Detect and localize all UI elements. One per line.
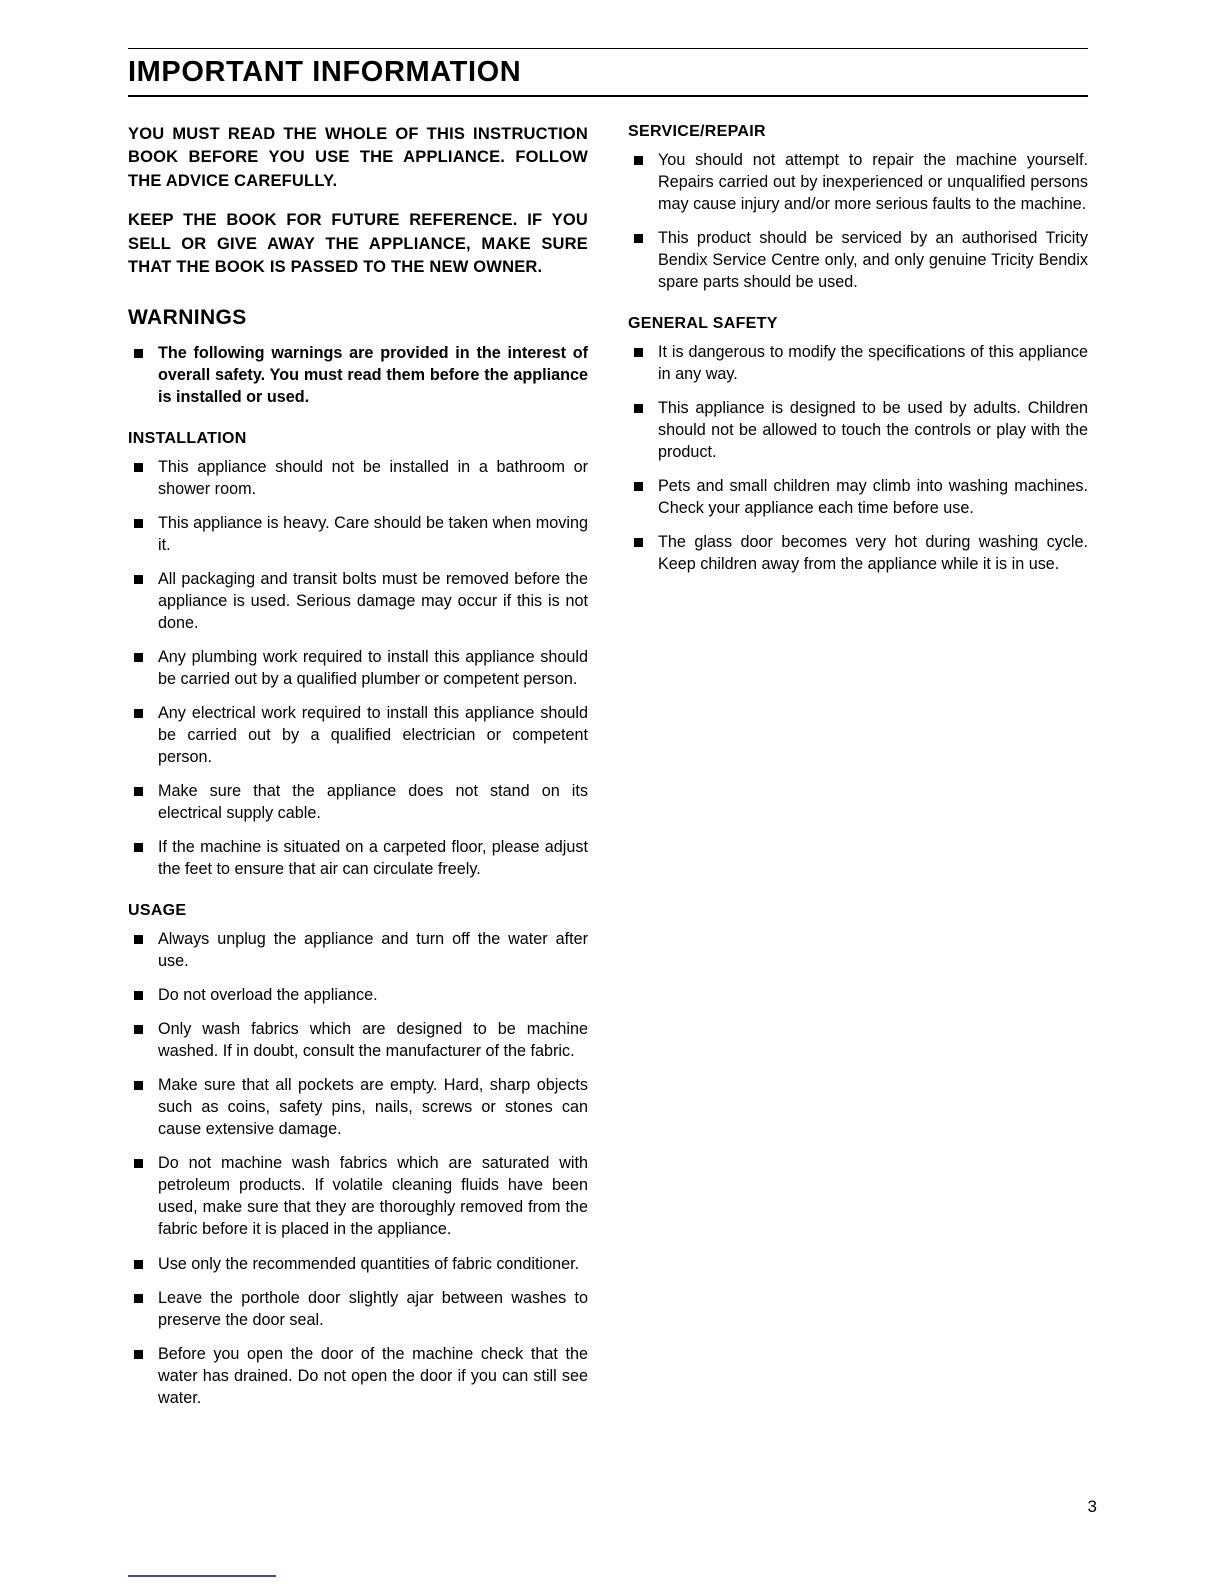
footer-rule [128, 1575, 276, 1577]
list-item-text: This appliance is heavy. Care should be taken when moving it. [158, 513, 588, 554]
square-bullet-icon [134, 1081, 143, 1090]
page-number: 3 [1087, 1497, 1097, 1516]
title-top-rule [128, 48, 1088, 49]
lead-paragraph-1: YOU MUST READ THE WHOLE OF THIS INSTRUCTION BOOK BEFORE YOU USE THE APPLIANCE. FOLLOW THE ADVICE CAREFULLY. [128, 125, 588, 190]
square-bullet-icon [134, 463, 143, 472]
list-item [128, 1287, 588, 1331]
list-item-text: This appliance is designed to be used by adults. Children should not be allowed to touch the controls or play with the product. [658, 399, 1088, 462]
list-item-text: All packaging and transit bolts must be removed before the appliance is used. Serious damage may occur if this is not done. [158, 569, 588, 632]
list-item [128, 1152, 588, 1240]
list-item-text: Always unplug the appliance and turn off the water after use. [158, 930, 588, 971]
list-item-text: This product should be serviced by an authorised Tricity Bendix Service Centre only, and only genuine Tricity Bendix spare parts should be used. [658, 229, 1088, 292]
list-item-text: This appliance should not be installed in a bathroom or shower room. [158, 457, 588, 498]
list-item [128, 928, 588, 972]
list-item [128, 702, 588, 768]
list-item-text: Before you open the door of the machine check that the water has drained. Do not open the door if you can still see water. [158, 1344, 588, 1407]
list-item-text: Make sure that all pockets are empty. Hard, sharp objects such as coins, safety pins, nails, screws or stones can cause extensive damage. [158, 1076, 588, 1139]
square-bullet-icon [634, 234, 643, 243]
list-item [128, 1018, 588, 1062]
list-item-text: Pets and small children may climb into washing machines. Check your appliance each time before use. [658, 477, 1088, 518]
list-item-text: The following warnings are provided in the interest of overall safety. You must read them before the appliance is installed or used. [158, 343, 588, 406]
left-column [128, 123, 588, 1409]
list-item-text: Only wash fabrics which are designed to be machine washed. If in doubt, consult the manufacturer of the fabric. [158, 1020, 588, 1061]
page-content [128, 48, 1088, 1409]
square-bullet-icon [634, 482, 643, 491]
square-bullet-icon [134, 843, 143, 852]
two-column-layout [128, 123, 1088, 1409]
square-bullet-icon [134, 1350, 143, 1359]
list-item [128, 780, 588, 824]
section-heading-usage: USAGE [128, 902, 187, 920]
list-item-text: If the machine is situated on a carpeted floor, please adjust the feet to ensure that air can circulate freely. [158, 838, 588, 879]
list-item [128, 1074, 588, 1140]
square-bullet-icon [134, 935, 143, 944]
square-bullet-icon [134, 519, 143, 528]
list-item [128, 456, 588, 500]
list-item [628, 149, 1088, 215]
usage-list [128, 928, 588, 1409]
section-heading-installation: INSTALLATION [128, 429, 247, 447]
square-bullet-icon [134, 1260, 143, 1269]
list-item-text: Any electrical work required to install this appliance should be carried out by a qualified electrician or competent person. [158, 703, 588, 766]
list-item [628, 531, 1088, 575]
general-safety-list [628, 341, 1088, 575]
square-bullet-icon [134, 575, 143, 584]
list-item-text: Do not machine wash fabrics which are saturated with petroleum products. If volatile cleaning fluids have been used, make sure that they are thoroughly removed from the fabric before it is placed in the appliance. [158, 1154, 588, 1239]
list-item [628, 341, 1088, 385]
square-bullet-icon [134, 1025, 143, 1034]
section-heading-warnings: WARNINGS [128, 305, 247, 329]
list-item [128, 984, 588, 1006]
square-bullet-icon [634, 156, 643, 165]
list-item [628, 397, 1088, 463]
list-item [128, 512, 588, 556]
square-bullet-icon [634, 538, 643, 547]
list-item-text: Leave the porthole door slightly ajar between washes to preserve the door seal. [158, 1288, 588, 1329]
lead-paragraph-2: KEEP THE BOOK FOR FUTURE REFERENCE. IF YOU SELL OR GIVE AWAY THE APPLIANCE, MAKE SURE THAT THE BOOK IS PASSED TO THE NEW OWNER. [128, 211, 588, 277]
square-bullet-icon [134, 1159, 143, 1168]
square-bullet-icon [634, 348, 643, 357]
page-title: IMPORTANT INFORMATION [128, 56, 1088, 97]
square-bullet-icon [134, 991, 143, 1000]
list-item [628, 475, 1088, 519]
list-item [628, 227, 1088, 293]
list-item [128, 1253, 588, 1275]
list-item-text: It is dangerous to modify the specifications of this appliance in any way. [658, 343, 1088, 384]
warnings-list [128, 342, 588, 408]
list-item-text: The glass door becomes very hot during washing cycle. Keep children away from the appliance while it is in use. [658, 533, 1088, 574]
square-bullet-icon [134, 1294, 143, 1303]
square-bullet-icon [134, 653, 143, 662]
square-bullet-icon [134, 787, 143, 796]
list-item [128, 646, 588, 690]
list-item-text: Make sure that the appliance does not stand on its electrical supply cable. [158, 782, 588, 823]
square-bullet-icon [134, 709, 143, 718]
square-bullet-icon [134, 349, 143, 358]
section-heading-service-repair: SERVICE/REPAIR [628, 123, 766, 140]
right-column [628, 123, 1088, 1409]
square-bullet-icon [634, 404, 643, 413]
list-item [128, 1343, 588, 1409]
service-repair-list [628, 149, 1088, 293]
list-item-text: Do not overload the appliance. [158, 986, 378, 1005]
installation-list [128, 456, 588, 881]
section-heading-general-safety: GENERAL SAFETY [628, 315, 778, 333]
list-item [128, 836, 588, 880]
list-item-text: Any plumbing work required to install this appliance should be carried out by a qualified plumber or competent person. [158, 647, 588, 688]
list-item-text: You should not attempt to repair the machine yourself. Repairs carried out by inexperienced or unqualified persons may cause injury and/or more serious faults to the machine. [658, 151, 1088, 214]
list-item [128, 568, 588, 634]
list-item-text: Use only the recommended quantities of fabric conditioner. [158, 1254, 580, 1273]
list-item [128, 342, 588, 408]
